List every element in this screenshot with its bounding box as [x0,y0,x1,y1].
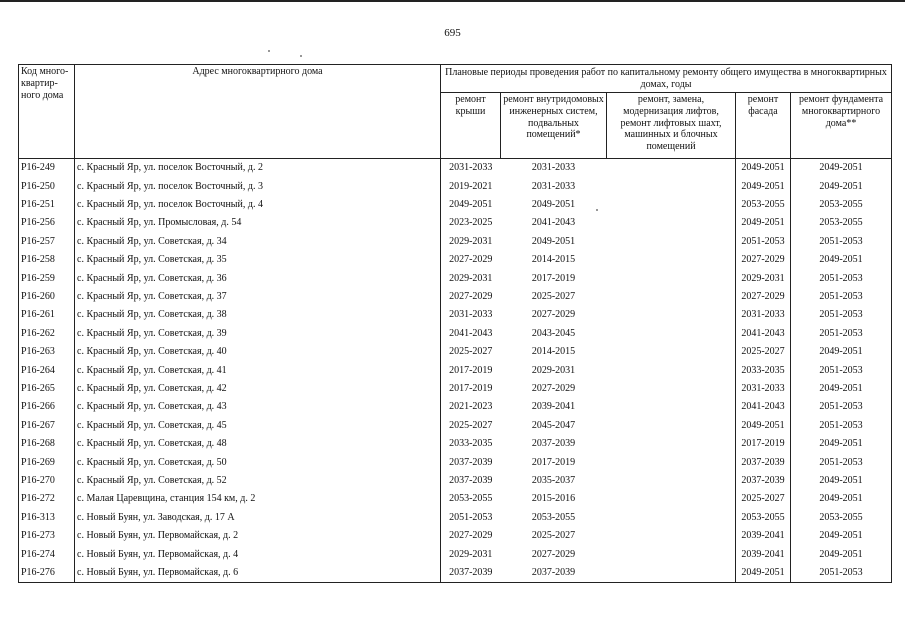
cell-facade: 2049-2051 [736,214,791,232]
cell-roof: 2027-2029 [441,251,501,269]
cell-lifts [607,343,736,361]
cell-roof: 2027-2029 [441,288,501,306]
cell-facade: 2025-2027 [736,343,791,361]
cell-code: P16-265 [19,380,75,398]
cell-address: с. Красный Яр, ул. Советская, д. 43 [75,398,441,416]
cell-address: с. Красный Яр, ул. Советская, д. 42 [75,380,441,398]
cell-foundation: 2053-2055 [791,196,892,214]
cell-code: P16-258 [19,251,75,269]
cell-foundation: 2051-2053 [791,288,892,306]
cell-address: с. Красный Яр, ул. поселок Восточный, д. 4 [75,196,441,214]
cell-foundation: 2053-2055 [791,214,892,232]
cell-facade: 2053-2055 [736,196,791,214]
table-row [19,508,892,526]
cell-facade: 2027-2029 [736,251,791,269]
cell-facade: 2041-2043 [736,398,791,416]
cell-code: P16-264 [19,361,75,379]
cell-engineering: 2015-2016 [531,493,576,505]
cell-engineering: 2041-2043 [531,217,576,229]
cell-lifts [607,508,736,526]
scan-speck [596,209,598,211]
cell-lifts [607,214,736,232]
repair-schedule-table [18,64,892,583]
cell-roof: 2029-2031 [441,545,501,563]
cell-foundation: 2049-2051 [791,343,892,361]
cell-engineering: 2053-2055 [531,511,576,523]
cell-roof: 2021-2023 [441,398,501,416]
cell-foundation: 2049-2051 [791,251,892,269]
table-row [19,233,892,251]
header-planned-periods: Плановые периоды проведения работ по капитальному ремонту общего имущества в многоквартирных домах, годы [441,65,892,93]
table-row [19,435,892,453]
cell-address: с. Красный Яр, ул. Советская, д. 38 [75,306,441,324]
cell-address: с. Малая Царевщина, станция 154 км, д. 2 [75,490,441,508]
cell-roof: 2037-2039 [441,564,501,583]
cell-roof: 2023-2025 [441,214,501,232]
cell-foundation: 2049-2051 [791,490,892,508]
cell-roof: 2037-2039 [441,472,501,490]
cell-roof: 2051-2053 [441,508,501,526]
cell-facade: 2051-2053 [736,233,791,251]
cell-lifts [607,325,736,343]
cell-engineering: 2017-2019 [531,272,576,284]
cell-foundation: 2051-2053 [791,233,892,251]
cell-engineering: 2039-2041 [531,401,576,413]
table-row [19,416,892,434]
cell-lifts [607,380,736,398]
table-row [19,251,892,269]
cell-facade: 2027-2029 [736,288,791,306]
table-row [19,453,892,471]
cell-engineering: 2014-2015 [531,254,576,266]
cell-engineering: 2017-2019 [531,456,576,468]
cell-roof: 2031-2033 [441,159,501,178]
cell-engineering: 2025-2027 [531,291,576,303]
cell-facade: 2033-2035 [736,361,791,379]
cell-engineering: 2027-2029 [531,382,576,394]
cell-facade: 2031-2033 [736,306,791,324]
cell-lifts [607,251,736,269]
cell-roof: 2025-2027 [441,343,501,361]
header-lifts: ремонт, замена, модернизация лифтов, ремонт лифтовых шахт, машинных и блочных помещений [607,93,736,159]
cell-lifts [607,453,736,471]
cell-engineering: 2031-2033 [531,180,576,192]
table-row [19,545,892,563]
table-row [19,196,892,214]
scan-speck [268,50,270,52]
cell-lifts [607,545,736,563]
cell-roof: 2033-2035 [441,435,501,453]
cell-facade: 2017-2019 [736,435,791,453]
cell-address: с. Красный Яр, ул. Советская, д. 34 [75,233,441,251]
table-row [19,288,892,306]
cell-roof: 2025-2027 [441,416,501,434]
cell-foundation: 2051-2053 [791,398,892,416]
cell-address: с. Красный Яр, ул. Советская, д. 37 [75,288,441,306]
cell-code: P16-272 [19,490,75,508]
cell-address: с. Новый Буян, ул. Первомайская, д. 4 [75,545,441,563]
cell-engineering: 2035-2037 [531,474,576,486]
cell-roof: 2017-2019 [441,361,501,379]
cell-roof: 2031-2033 [441,306,501,324]
cell-foundation: 2049-2051 [791,435,892,453]
cell-code: P16-251 [19,196,75,214]
cell-engineering: 2014-2015 [531,346,576,358]
cell-address: с. Красный Яр, ул. Советская, д. 39 [75,325,441,343]
table-row [19,306,892,324]
cell-code: P16-257 [19,233,75,251]
cell-foundation: 2051-2053 [791,269,892,287]
cell-facade: 2029-2031 [736,269,791,287]
cell-facade: 2049-2051 [736,177,791,195]
cell-lifts [607,288,736,306]
header-roof: ремонт крыши [441,93,501,159]
cell-engineering: 2027-2029 [531,548,576,560]
cell-address: с. Красный Яр, ул. Советская, д. 52 [75,472,441,490]
table-row [19,527,892,545]
table-row [19,398,892,416]
table-row [19,177,892,195]
header-engineering: ремонт внутридомовых инженерных систем, подвальных помещений* [501,93,607,159]
cell-foundation: 2051-2053 [791,453,892,471]
cell-facade: 2039-2041 [736,527,791,545]
table-row [19,380,892,398]
cell-code: P16-268 [19,435,75,453]
cell-facade: 2037-2039 [736,472,791,490]
table-row [19,472,892,490]
cell-code: P16-259 [19,269,75,287]
cell-roof: 2027-2029 [441,527,501,545]
cell-engineering: 2049-2051 [531,199,576,211]
cell-facade: 2049-2051 [736,564,791,583]
cell-code: P16-263 [19,343,75,361]
cell-foundation: 2049-2051 [791,159,892,178]
cell-foundation: 2053-2055 [791,508,892,526]
cell-engineering: 2037-2039 [501,564,607,583]
cell-roof: 2029-2031 [441,269,501,287]
table-row [19,325,892,343]
cell-foundation: 2051-2053 [791,306,892,324]
cell-foundation: 2051-2053 [791,325,892,343]
header-address: Адрес многоквартирного дома [75,65,441,159]
cell-code: P16-273 [19,527,75,545]
cell-address: с. Новый Буян, ул. Заводская, д. 17 А [75,508,441,526]
cell-lifts [607,472,736,490]
table-row [19,343,892,361]
header-facade: ремонт фасада [736,93,791,159]
cell-foundation: 2049-2051 [791,380,892,398]
cell-roof: 2041-2043 [441,325,501,343]
cell-engineering: 2029-2031 [531,364,576,376]
cell-facade: 2037-2039 [736,453,791,471]
cell-lifts [607,306,736,324]
cell-roof: 2019-2021 [441,177,501,195]
cell-code: P16-274 [19,545,75,563]
cell-facade: 2041-2043 [736,325,791,343]
cell-foundation: 2051-2053 [791,416,892,434]
cell-engineering: 2049-2051 [531,235,576,247]
cell-lifts [607,564,736,583]
cell-code: P16-267 [19,416,75,434]
cell-code: P16-260 [19,288,75,306]
cell-lifts [607,233,736,251]
cell-facade: 2049-2051 [736,416,791,434]
table-row [19,564,892,583]
cell-foundation: 2049-2051 [791,527,892,545]
table-row [19,269,892,287]
cell-roof: 2049-2051 [441,196,501,214]
cell-code: P16-269 [19,453,75,471]
cell-engineering: 2037-2039 [531,438,576,450]
cell-lifts [607,159,736,178]
cell-engineering: 2045-2047 [531,419,576,431]
cell-lifts [607,527,736,545]
page-number: 695 [444,27,461,39]
cell-foundation: 2051-2053 [791,564,892,583]
cell-facade: 2039-2041 [736,545,791,563]
cell-code: P16-313 [19,508,75,526]
cell-lifts [607,398,736,416]
cell-facade: 2031-2033 [736,380,791,398]
cell-address: с. Красный Яр, ул. Промысловая, д. 54 [75,214,441,232]
cell-lifts [607,490,736,508]
cell-code: P16-270 [19,472,75,490]
header-foundation: ремонт фундамента многоквартирного дома** [791,93,892,159]
cell-code: P16-266 [19,398,75,416]
cell-roof: 2029-2031 [441,233,501,251]
cell-address: с. Красный Яр, ул. Советская, д. 45 [75,416,441,434]
table-row [19,361,892,379]
cell-lifts [607,177,736,195]
cell-lifts [607,269,736,287]
table-row [19,490,892,508]
cell-address: с. Красный Яр, ул. Советская, д. 48 [75,435,441,453]
cell-foundation: 2049-2051 [791,177,892,195]
cell-code: P16-249 [19,159,75,178]
cell-code: P16-262 [19,325,75,343]
cell-engineering: 2031-2033 [531,162,576,174]
table-row [19,214,892,232]
cell-address: с. Новый Буян, ул. Первомайская, д. 2 [75,527,441,545]
cell-roof: 2037-2039 [441,453,501,471]
cell-address: с. Красный Яр, ул. Советская, д. 36 [75,269,441,287]
cell-address: с. Красный Яр, ул. поселок Восточный, д. 2 [75,159,441,178]
cell-foundation: 2049-2051 [791,472,892,490]
cell-facade: 2053-2055 [736,508,791,526]
cell-code: P16-276 [19,564,75,583]
cell-code: P16-256 [19,214,75,232]
cell-code: P16-250 [19,177,75,195]
cell-address: с. Новый Буян, ул. Первомайская, д. 6 [75,564,441,583]
cell-engineering: 2027-2029 [531,309,576,321]
top-rule [0,0,905,2]
cell-lifts [607,435,736,453]
cell-engineering: 2025-2027 [531,530,576,542]
cell-roof: 2017-2019 [441,380,501,398]
cell-address: с. Красный Яр, ул. Советская, д. 50 [75,453,441,471]
cell-code: P16-261 [19,306,75,324]
header-code: Код много-квартир-ного дома [19,65,75,159]
cell-address: с. Красный Яр, ул. Советская, д. 35 [75,251,441,269]
cell-lifts [607,361,736,379]
cell-address: с. Красный Яр, ул. Советская, д. 40 [75,343,441,361]
cell-foundation: 2049-2051 [791,545,892,563]
cell-facade: 2049-2051 [736,159,791,178]
table-row [19,159,892,178]
cell-address: с. Красный Яр, ул. Советская, д. 41 [75,361,441,379]
cell-lifts [607,416,736,434]
cell-address: с. Красный Яр, ул. поселок Восточный, д. 3 [75,177,441,195]
cell-lifts [607,196,736,214]
cell-engineering: 2043-2045 [531,327,576,339]
cell-roof: 2053-2055 [441,490,501,508]
scan-speck [300,55,302,57]
cell-facade: 2025-2027 [736,490,791,508]
cell-foundation: 2051-2053 [791,361,892,379]
